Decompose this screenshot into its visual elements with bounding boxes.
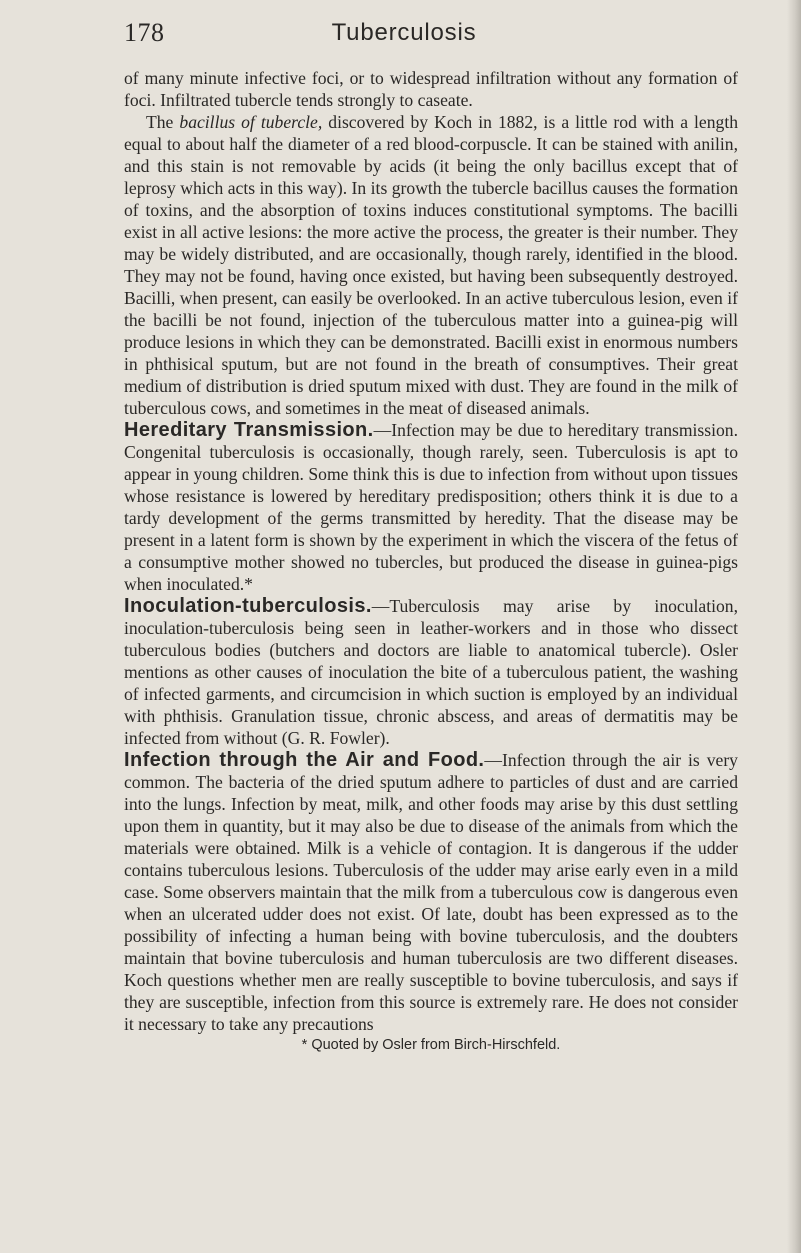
paragraph-lead: The xyxy=(146,112,174,132)
page-header xyxy=(124,16,684,50)
footnote: * Quoted by Osler from Birch-Hirschfeld. xyxy=(301,1037,561,1053)
paragraph-body: discovered by Koch in 1882, is a little rod with a length equal to about half the diameter of a red blood-corpuscle. It can be stained with anilin, and this stain is not removable by acids (it being the only bacillus except that of leprosy which acts in this way). In its growth the tubercle bacillus causes the formation of toxins, and the absorption of toxins induces constitutional symptoms. The bacilli exist in all active lesions: the more active the process, the greater is their number. They may be widely distributed, and are occasionally, though rarely, identified in the blood. They may not be found, having once existed, but having been subsequently destroyed. Bacilli, when present, can easily be overlooked. In an active tuberculous lesion, even if the bacilli be not found, injection of the tuberculous matter into a guinea-pig will produce lesions in which they can be demonstrated. Bacilli exist in enormous numbers in phthisical sputum, but are not found in the breath of consumptives. Their great medium of distribution is dried sputum mixed with dust. They are found in the milk of tuberculous cows, and sometimes in the meat of diseased animals. xyxy=(124,112,739,418)
running-title: Tuberculosis xyxy=(331,19,477,46)
paragraph-inoculation xyxy=(124,595,738,749)
paragraph-continuation: of many minute infective foci, or to widespread infiltration without any formation of foci. Infiltrated tubercle tends strongly to caseate. xyxy=(124,68,738,110)
section-heading-hereditary: Hereditary Transmission. xyxy=(124,419,374,441)
body-text xyxy=(124,67,738,1054)
paragraph-body: —Infection may be due to hereditary transmission. Congenital tuberculosis is occasionally, though rarely, seen. Tuberculosis is apt to appear in young children. Some think this is due to infection from without upon tissues whose resistance is lowered by hereditary predisposition; others think it is due to a tardy development of the germs transmitted by heredity. That the disease may be present in a latent form is shown by the experiment in which the viscera of the fetus of a consumptive mother showed no tubercles, but produced the disease in guinea-pigs when inoculated.* xyxy=(124,420,738,594)
page-edge-shadow xyxy=(787,0,801,1253)
italic-term: bacillus of tubercle, xyxy=(179,112,323,132)
page-number: 178 xyxy=(124,18,165,47)
section-heading-inoculation: Inoculation-tuberculosis. xyxy=(124,595,372,617)
paragraph-air-food xyxy=(124,749,738,1035)
paragraph-hereditary xyxy=(124,419,738,595)
section-heading-air-food: Infection through the Air and Food. xyxy=(124,749,485,771)
paragraph-body: —Infection through the air is very common. The bacteria of the dried sputum adhere to particles of dust and are carried into the lungs. Infection by meat, milk, and other foods may arise by this dust settling upon them in quantity, but it may also be due to disease of the animals from which the materials were obtained. Milk is a vehicle of contagion. It is dangerous if the udder contains tuberculous lesions. Tuberculosis of the udder may arise early even in a mild case. Some observers maintain that the milk from a tuberculous cow is dangerous even when an ulcerated udder does not exist. Of late, doubt has been expressed as to the possibility of infecting a human being with bovine tuberculosis, and the doubters maintain that bovine tuberculosis and human tuberculosis are two different diseases. Koch questions whether men are really susceptible to bovine tuberculosis, and says if they are susceptible, infection from this source is extremely rare. He does not consider it necessary to take any precautions xyxy=(124,750,738,1034)
paragraph-body: —Tuberculosis may arise by inoculation, inoculation-tuberculosis being seen in leather-workers and in those who dissect tuberculous bodies (butchers and doctors are liable to anatomical tubercle). Osler mentions as other causes of inoculation the bite of a tuberculous patient, the washing of infected garments, and circumcision in which suction is employed by an individual with phthisis. Granulation tissue, chronic abscess, and areas of dermatitis may be infected from without (G. R. Fowler). xyxy=(124,596,738,748)
paragraph-bacillus xyxy=(124,111,738,419)
